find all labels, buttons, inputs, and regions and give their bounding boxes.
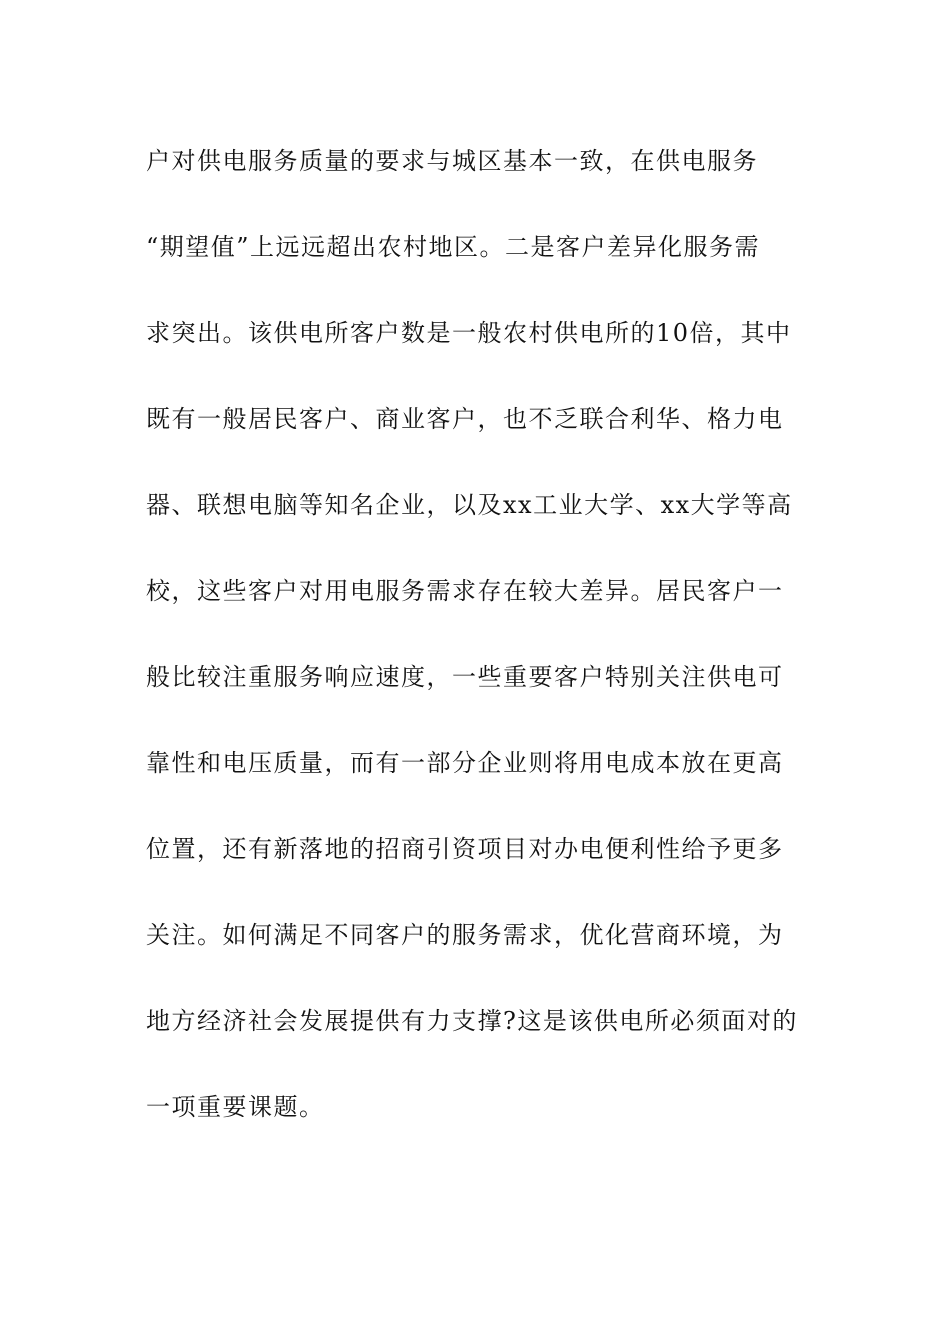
text-line-9: 位置，还有新落地的招商引资项目对办电便利性给予更多 <box>146 835 784 863</box>
text-line-6: 校，这些客户对用电服务需求存在较大差异。居民客户一 <box>146 577 784 605</box>
text-line-4: 既有一般居民客户、商业客户，也不乏联合利华、格力电 <box>146 405 784 433</box>
text-line-5: 器、联想电脑等知名企业，以及xx工业大学、xx大学等高 <box>146 491 793 519</box>
body-paragraph <box>146 132 816 1164</box>
text-line-10: 关注。如何满足不同客户的服务需求，优化营商环境，为 <box>146 921 784 949</box>
text-line-11: 地方经济社会发展提供有力支撑?这是该供电所必须面对的 <box>146 1007 798 1035</box>
text-line-3: 求突出。该供电所客户数是一般农村供电所的10倍，其中 <box>146 319 792 347</box>
text-line-2: “期望值”上远远超出农村地区。二是客户差异化服务需 <box>146 233 761 261</box>
text-line-8: 靠性和电压质量，而有一部分企业则将用电成本放在更高 <box>146 749 784 777</box>
text-line-7: 般比较注重服务响应速度，一些重要客户特别关注供电可 <box>146 663 784 691</box>
text-line-12: 一项重要课题。 <box>146 1093 325 1121</box>
text-line-1: 户对供电服务质量的要求与城区基本一致，在供电服务 <box>146 147 758 175</box>
